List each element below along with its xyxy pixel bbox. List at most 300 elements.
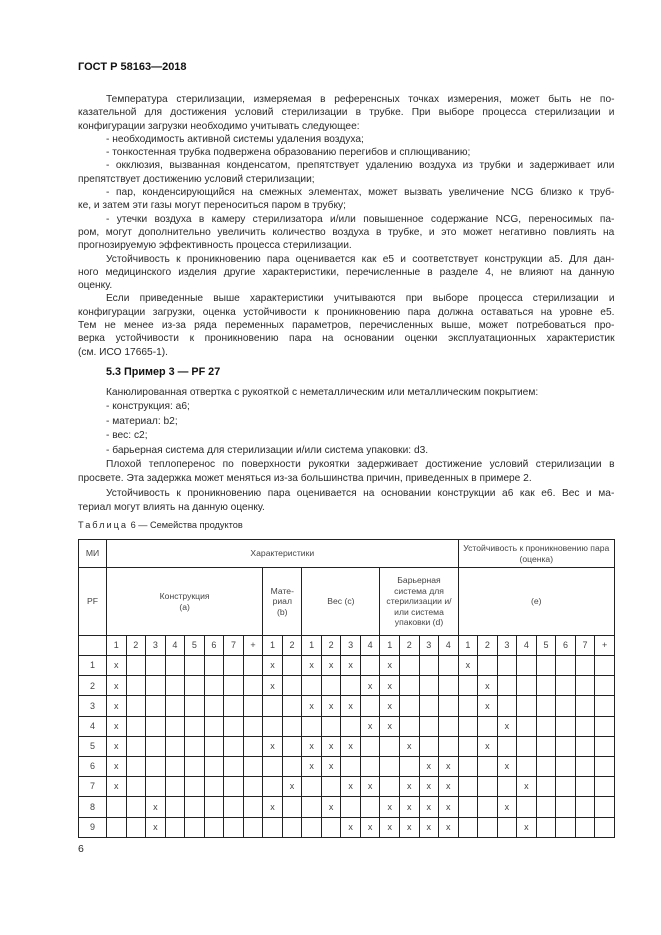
empty-cell [536,736,556,756]
mark-cell: x [380,696,400,716]
empty-cell [478,817,498,837]
empty-cell [341,756,361,776]
table-row [79,756,615,776]
empty-cell [439,716,459,736]
empty-cell [204,696,224,716]
empty-cell [399,716,419,736]
text-line-content: казательной для достижения условий стерилизации в трубке. При выборе процесса стерилизации и [78,107,615,119]
text-line [78,199,615,212]
empty-cell [243,777,263,797]
column-number: 2 [282,636,302,656]
empty-cell [360,656,380,676]
empty-cell [302,797,322,817]
empty-cell [107,797,127,817]
empty-cell [399,756,419,776]
empty-cell [536,696,556,716]
mark-cell: x [478,696,498,716]
text-line-content: оценку. [78,280,113,292]
empty-cell [536,756,556,776]
text-line-content: Канюлированная отвертка с рукояткой с неметаллическим или металлическим покрытием: [106,387,539,398]
empty-cell [243,716,263,736]
empty-cell [517,676,537,696]
mark-cell: x [321,756,341,776]
empty-cell [478,756,498,776]
empty-cell [536,817,556,837]
text-line-content: верка устойчивости к проникновению пара на основании оценки эксплуатационных характеристик [78,333,615,345]
pf-number: 1 [79,656,107,676]
text-line [78,386,615,400]
empty-cell [146,656,166,676]
empty-cell [458,716,478,736]
empty-cell [497,656,517,676]
empty-cell [575,716,595,736]
empty-cell [556,656,576,676]
text-line [78,106,615,119]
mark-cell: x [399,736,419,756]
text-line-content: ром, могут дополнительно увеличить количество воздуха в трубке, и это может негативно повлиять на [78,226,615,238]
empty-cell [224,656,244,676]
empty-cell [556,696,576,716]
mi-header: МИ [79,540,107,568]
text-line [78,239,615,252]
text-line [78,346,615,359]
empty-cell [185,656,205,676]
text-line-content: прогнозируемую эффективность процесса стерилизации. [78,240,352,252]
mark-cell: x [321,736,341,756]
empty-cell [595,676,615,696]
mark-cell: x [517,817,537,837]
empty-cell [204,716,224,736]
empty-cell [263,756,283,776]
column-number: + [595,636,615,656]
text-line-content: - материал: b2; [106,415,178,427]
mark-cell: x [321,797,341,817]
mark-cell: x [341,777,361,797]
empty-cell [419,736,439,756]
empty-cell [458,736,478,756]
empty-cell [126,696,146,716]
empty-cell [575,797,595,817]
empty-cell [497,696,517,716]
column-number: 1 [263,636,283,656]
empty-cell [341,797,361,817]
mark-cell: x [107,756,127,776]
text-line [78,146,615,159]
empty-cell [107,817,127,837]
column-number: 3 [497,636,517,656]
column-number: 2 [126,636,146,656]
empty-cell [595,736,615,756]
resistance-header: Устойчивость к проникновению пара (оценка) [458,540,614,568]
text-line [78,93,615,106]
empty-cell [517,716,537,736]
empty-cell [165,716,185,736]
mark-cell: x [263,656,283,676]
text-line-content: - вес: c2; [106,430,148,442]
empty-cell [360,696,380,716]
empty-cell [321,716,341,736]
empty-cell [224,696,244,716]
text-line-content: териал могут влиять на данную оценку. [78,502,265,514]
empty-cell [536,777,556,797]
text-line-content: Устойчивость к проникновению пара оценивается на основании конструкции а6 как е6. Вес и ма- [106,487,615,499]
empty-cell [595,797,615,817]
empty-cell [517,736,537,756]
empty-cell [165,756,185,776]
text-line-content: - пар, конденсирующийся на смежных элементах, может вызвать увеличение NCG близко к труб- [106,187,615,199]
mark-cell: x [380,817,400,837]
empty-cell [146,716,166,736]
empty-cell [458,817,478,837]
empty-cell [204,817,224,837]
empty-cell [536,676,556,696]
mark-cell: x [107,716,127,736]
empty-cell [126,756,146,776]
mark-cell: x [321,656,341,676]
empty-cell [497,777,517,797]
empty-cell [497,817,517,837]
text-line-content: - необходимость активной системы удаления воздуха; [106,133,364,145]
empty-cell [126,817,146,837]
text-line-content: - окклюзия, вызванная конденсатом, препятствует удалению воздуха из трубки и задерживает или [106,160,615,172]
mark-cell: x [302,756,322,776]
mark-cell: x [107,777,127,797]
empty-cell [224,736,244,756]
empty-cell [243,696,263,716]
mark-cell: x [360,676,380,696]
empty-cell [224,756,244,776]
mark-cell: x [321,696,341,716]
group-rating: (e) [458,568,614,636]
empty-cell [282,797,302,817]
empty-cell [575,736,595,756]
empty-cell [204,736,224,756]
empty-cell [204,777,224,797]
mark-cell: x [341,656,361,676]
empty-cell [556,676,576,696]
empty-cell [302,817,322,837]
mark-cell: x [439,797,459,817]
empty-cell [478,656,498,676]
empty-cell [185,736,205,756]
column-number: 4 [439,636,459,656]
column-number: 5 [536,636,556,656]
empty-cell [165,797,185,817]
text-line-content: конфигурации загрузки необходимо учитывать следующее: [78,120,360,132]
empty-cell [360,756,380,776]
empty-cell [439,656,459,676]
text-line-content: - утечки воздуха в камеру стерилизатора и/или повышенное содержание NCG, переносимых па- [106,213,615,225]
text-line [78,266,615,279]
text-line-content: ке, и затем эти газы могут переноситься паром в трубку; [78,200,346,212]
mark-cell: x [497,797,517,817]
mark-cell: x [399,797,419,817]
mark-cell: x [419,817,439,837]
empty-cell [556,716,576,736]
empty-cell [478,797,498,817]
empty-cell [282,756,302,776]
group-barrier [380,568,458,636]
empty-cell [126,797,146,817]
mark-cell: x [107,676,127,696]
text-line [78,319,615,332]
table-row [79,656,615,676]
text-line-content: - барьерная система для стерилизации и/или система упаковки: d3. [106,444,429,456]
empty-cell [185,696,205,716]
empty-cell [146,756,166,776]
column-number: 1 [107,636,127,656]
empty-cell [439,696,459,716]
empty-cell [79,636,107,656]
mark-cell: x [341,817,361,837]
empty-cell [282,736,302,756]
mark-cell: x [282,777,302,797]
mark-cell: x [380,676,400,696]
empty-cell [204,656,224,676]
pf-number: 4 [79,716,107,736]
empty-cell [595,817,615,837]
mark-cell: x [263,736,283,756]
text-line [78,213,615,226]
mark-cell: x [439,756,459,776]
empty-cell [575,817,595,837]
group-material [263,568,302,636]
empty-cell [243,797,263,817]
mark-cell: x [478,676,498,696]
text-line-content: просвете. Эта задержка может меняться из-за большинства причин, приведенных в примере 2. [78,473,532,485]
empty-cell [302,777,322,797]
section-heading: 5.3 Пример 3 — PF 27 [106,366,221,378]
text-line-content: Устойчивость к проникновению пара оценивается как е5 и соответствует конструкции а5. Для дан- [106,253,615,265]
mark-cell: x [107,736,127,756]
empty-cell [341,716,361,736]
text-line [78,279,615,292]
column-number: 4 [360,636,380,656]
column-number: 4 [517,636,537,656]
table-row [79,797,615,817]
body-text-block-1 [78,93,615,359]
mark-cell: x [341,696,361,716]
empty-cell [556,817,576,837]
mark-cell: x [517,777,537,797]
mark-cell: x [107,656,127,676]
pf-header: PF [79,568,107,636]
empty-cell [575,756,595,776]
empty-cell [263,716,283,736]
empty-cell [575,656,595,676]
empty-cell [517,756,537,776]
text-line [78,501,615,515]
empty-cell [419,656,439,676]
empty-cell [439,736,459,756]
empty-cell [556,797,576,817]
empty-cell [204,756,224,776]
characteristics-header: Характеристики [107,540,459,568]
mark-cell: x [399,817,419,837]
empty-cell [263,696,283,716]
pf-number: 3 [79,696,107,716]
empty-cell [478,777,498,797]
text-line-content: ного медицинского изделия другие характеристики, перечисленные в разделе 4, не влияют на данную [78,266,615,278]
empty-cell [595,777,615,797]
column-number: 7 [575,636,595,656]
empty-cell [458,696,478,716]
empty-cell [243,676,263,696]
empty-cell [458,756,478,776]
mark-cell: x [497,756,517,776]
text-line [78,253,615,266]
text-line [78,429,615,443]
column-number: 6 [204,636,224,656]
empty-cell [146,777,166,797]
group-weight: Вес (c) [302,568,380,636]
empty-cell [575,696,595,716]
table-row [79,676,615,696]
document-header: ГОСТ Р 58163—2018 [78,61,187,73]
text-line [78,292,615,305]
text-line [78,120,615,133]
pf-number: 2 [79,676,107,696]
text-line-content: Тем не менее из-за ряда переменных параметров, перечисленных выше, может потребоваться про- [78,320,615,332]
group-barrier-label: Барьерная система для стерилизации и/или система упаковки (d) [386,575,452,628]
mark-cell: x [263,797,283,817]
empty-cell [595,696,615,716]
mark-cell: x [360,777,380,797]
empty-cell [399,696,419,716]
table-caption-title: 6 — Семейства продуктов [130,520,243,530]
mark-cell: x [360,716,380,736]
empty-cell [146,696,166,716]
empty-cell [282,817,302,837]
text-line [78,472,615,486]
mark-cell: x [458,656,478,676]
empty-cell [380,777,400,797]
empty-cell [243,756,263,776]
empty-cell [360,797,380,817]
text-line-content: Если приведенные выше характеристики учитываются при выборе процесса стерилизации и [106,293,615,305]
empty-cell [282,716,302,736]
group-material-label: Мате-риал (b) [270,585,294,617]
text-line-content: (см. ИСО 17665-1). [78,346,168,358]
column-number: 1 [302,636,322,656]
empty-cell [243,656,263,676]
empty-cell [126,676,146,696]
empty-cell [224,797,244,817]
empty-cell [517,797,537,817]
column-number: 1 [458,636,478,656]
empty-cell [185,797,205,817]
column-number: 3 [341,636,361,656]
empty-cell [595,656,615,676]
empty-cell [224,716,244,736]
empty-cell [419,716,439,736]
empty-cell [165,777,185,797]
column-number: 6 [556,636,576,656]
empty-cell [302,716,322,736]
empty-cell [146,676,166,696]
empty-cell [204,797,224,817]
empty-cell [126,716,146,736]
empty-cell [126,777,146,797]
text-line [78,226,615,239]
table-row [79,716,615,736]
text-line-content: препятствует достижению условий стерилизации; [78,173,315,185]
mark-cell: x [419,797,439,817]
empty-cell [224,676,244,696]
column-number: 2 [399,636,419,656]
column-number: 5 [185,636,205,656]
table-caption [78,520,243,531]
empty-cell [536,797,556,817]
mark-cell: x [439,777,459,797]
mark-cell: x [419,756,439,776]
pf-number: 7 [79,777,107,797]
mark-cell: x [419,777,439,797]
table-row [79,696,615,716]
empty-cell [126,656,146,676]
empty-cell [282,676,302,696]
empty-cell [556,777,576,797]
table-caption-label: Таблица [78,520,129,530]
text-line [78,133,615,146]
empty-cell [458,797,478,817]
empty-cell [341,676,361,696]
text-line [78,458,615,472]
empty-cell [399,676,419,696]
empty-cell [575,777,595,797]
empty-cell [165,656,185,676]
empty-cell [497,676,517,696]
mark-cell: x [380,656,400,676]
empty-cell [185,716,205,736]
mark-cell: x [439,817,459,837]
empty-cell [439,676,459,696]
mark-cell: x [478,736,498,756]
column-number: 2 [478,636,498,656]
column-number: + [243,636,263,656]
empty-cell [419,676,439,696]
empty-cell [243,817,263,837]
text-line [78,173,615,186]
mark-cell: x [497,716,517,736]
empty-cell [321,817,341,837]
empty-cell [458,777,478,797]
empty-cell [263,817,283,837]
empty-cell [243,736,263,756]
empty-cell [380,756,400,776]
pf-number: 9 [79,817,107,837]
pf-number: 5 [79,736,107,756]
text-line-content: - тонкостенная трубка подвержена образованию перегибов и сплющиванию; [106,147,471,159]
mark-cell: x [107,696,127,716]
empty-cell [595,716,615,736]
pf-number: 8 [79,797,107,817]
mark-cell: x [146,797,166,817]
empty-cell [146,736,166,756]
column-number: 2 [321,636,341,656]
text-line [78,332,615,345]
empty-cell [321,676,341,696]
text-line [78,400,615,414]
empty-cell [165,696,185,716]
empty-cell [165,736,185,756]
text-line-content: Температура стерилизации, измеряемая в референсных точках измерения, может быть не по- [106,94,615,105]
text-line-content: Плохой теплоперенос по поверхности рукоятки задерживает достижение условий стерилизации в [106,458,615,470]
empty-cell [282,656,302,676]
table-row [79,817,615,837]
mark-cell: x [302,736,322,756]
mark-cell: x [341,736,361,756]
